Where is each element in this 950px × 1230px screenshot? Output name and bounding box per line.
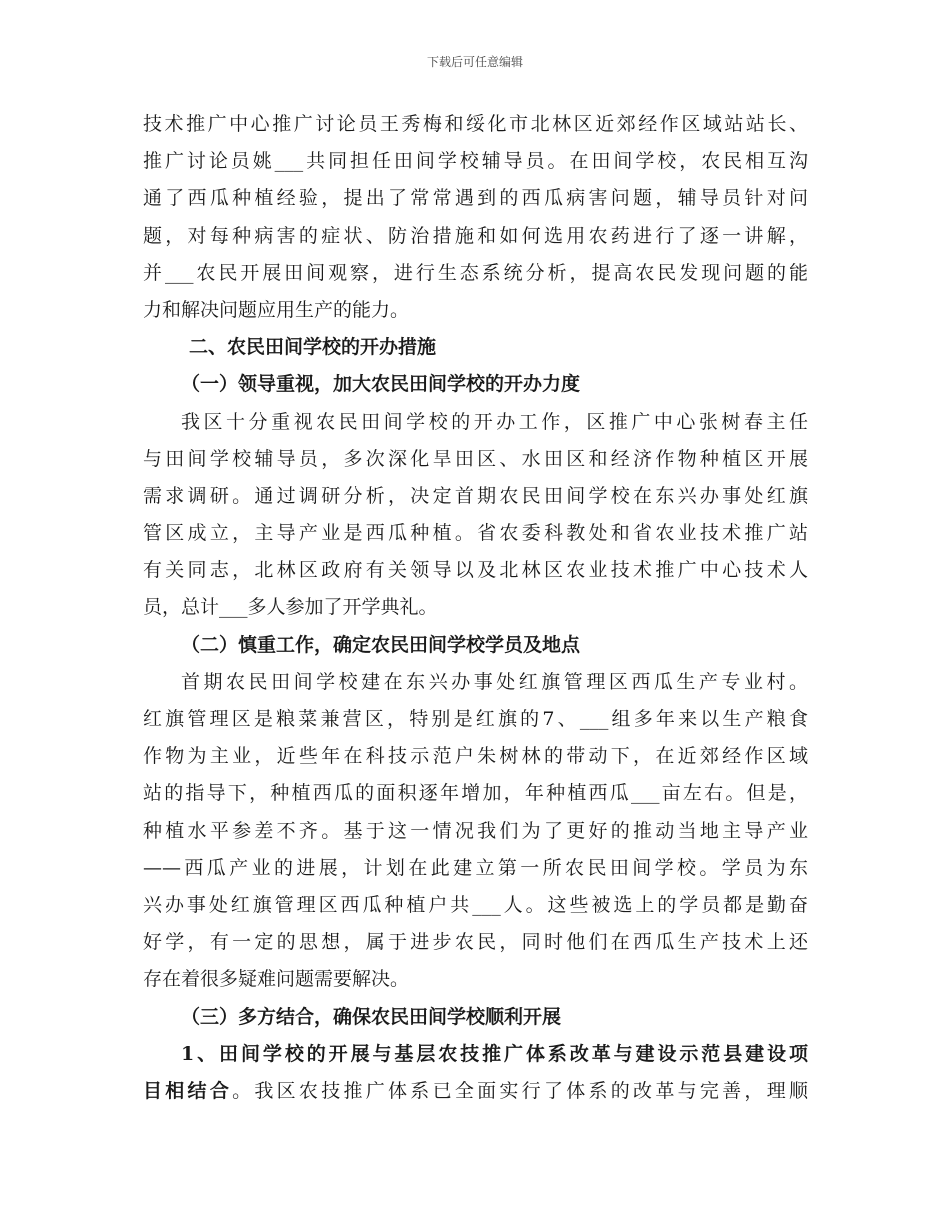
bold-body-line: 1、田间学校的开展与基层农技推广体系改革与建设示范县建设项 — [181, 1042, 808, 1065]
body-line: 力和解决问题应用生产的能力。 — [143, 298, 410, 321]
body-line: 我区十分重视农民田间学校的开办工作，区推广中心张树春主任 — [181, 410, 808, 433]
body-line: 种植水平参差不齐。基于这一情况我们为了更好的推动当地主导产业 — [143, 819, 808, 842]
body-line: 推广讨论员姚___共同担任田间学校辅导员。在田间学校，农民相互沟 — [143, 150, 808, 173]
section-heading: 二、农民田间学校的开办措施 — [189, 336, 437, 359]
body-line: 题，对每种病害的症状、防治措施和如何选用农药进行了逐一讲解， — [143, 224, 808, 247]
body-line: ——西瓜产业的进展，计划在此建立第一所农民田间学校。学员为东 — [143, 856, 808, 879]
body-line: 与田间学校辅导员，多次深化旱田区、水田区和经济作物种植区开展 — [143, 447, 808, 470]
body-line — [143, 1073, 808, 1110]
body-line: 站的指导下，种植西瓜的面积逐年增加，年种植西瓜___亩左右。但是， — [143, 782, 808, 805]
document-body — [143, 106, 808, 1110]
body-line: 红旗管理区是粮菜兼营区，特别是红旗的7、___组多年来以生产粮食 — [143, 708, 808, 730]
body-line: 有关同志，北林区政府有关领导以及北林区农业技术推广中心技术人 — [143, 559, 808, 582]
body-line: 首期农民田间学校建在东兴办事处红旗管理区西瓜生产专业村。 — [181, 670, 808, 693]
subsection-heading: （二）慎重工作，确定农民田间学校学员及地点 — [181, 633, 581, 656]
body-line: 通了西瓜种植经验，提出了常常遇到的西瓜病害问题，辅导员针对问 — [143, 187, 808, 210]
subsection-heading: （三）多方结合，确保农民田间学校顺利开展 — [181, 1005, 562, 1028]
body-line: 作物为主业，近些年在科技示范户朱树林的带动下，在近郊经作区域 — [143, 745, 808, 768]
body-line: 管区成立，主导产业是西瓜种植。省农委科教处和省农业技术推广站 — [143, 522, 808, 545]
body-line: 好学，有一定的思想，属于进步农民，同时他们在西瓜生产技术上还 — [143, 931, 808, 954]
body-line: 并___农民开展田间观察，进行生态系统分析，提高农民发现问题的能 — [143, 261, 808, 284]
subsection-heading: （一）领导重视，加大农民田间学校的开办力度 — [181, 373, 581, 396]
body-line: 技术推广中心推广讨论员王秀梅和绥化市北林区近郊经作区域站站长、 — [143, 113, 808, 135]
body-line: 需求调研。通过调研分析，决定首期农民田间学校在东兴办事处红旗 — [143, 484, 808, 507]
body-text: 。我区农技推广体系已全面实行了体系的改革与完善，理顺 — [232, 1079, 808, 1102]
body-line: 兴办事处红旗管理区西瓜种植户共___人。这些被选上的学员都是勤奋 — [143, 893, 808, 916]
page-header: 下载后可任意编辑 — [426, 55, 523, 69]
bold-lead-text: 目相结合 — [143, 1079, 233, 1102]
body-line: 员，总计___多人参加了开学典礼。 — [143, 596, 438, 619]
body-line: 存在着很多疑难问题需要解决。 — [143, 968, 410, 991]
